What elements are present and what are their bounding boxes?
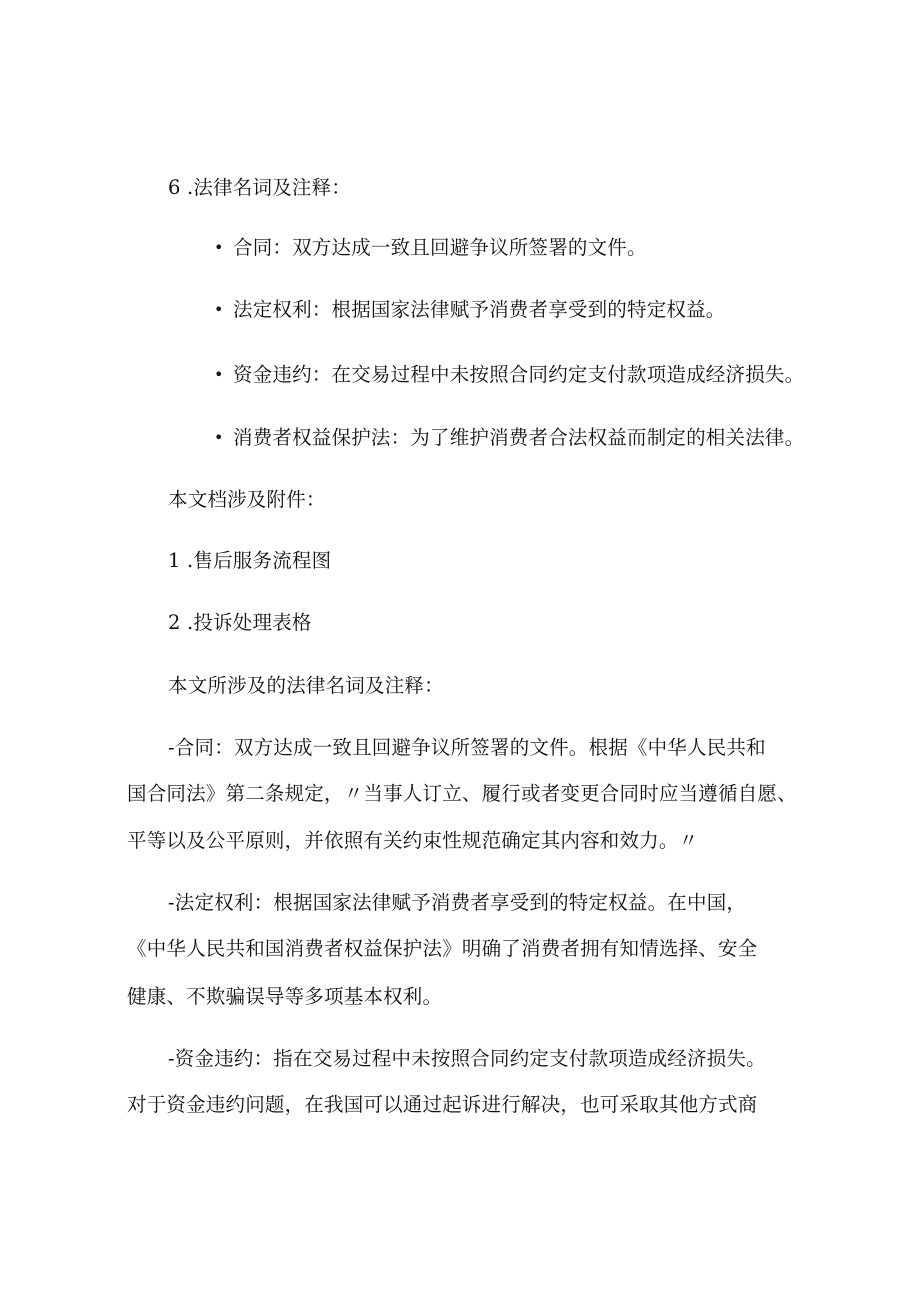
section-6-heading: 6 .法律名词及注释： — [168, 176, 352, 199]
bullet-text-contract: 合同：双方达成一致且回避争议所签署的文件。 — [233, 236, 647, 259]
paragraph-line: 健康、不欺骗误导等多项基本权利。 — [127, 985, 443, 1008]
bullet-symbol: • — [214, 300, 224, 319]
bullet-text-fund-default: 资金违约：在交易过程中未按照合同约定支付款项造成经济损失。 — [233, 363, 805, 386]
attachments-heading: 本文档涉及附件： — [168, 488, 326, 511]
paragraph-line: 《中华人民共和国消费者权益保护法》明确了消费者拥有知情选择、安全 — [127, 937, 758, 960]
paragraph-line: 国合同法》第二条规定，〃当事人订立、履行或者变更合同时应当遵循自愿、 — [127, 782, 797, 805]
attachment-item-complaint-form: 2 .投诉处理表格 — [168, 611, 312, 634]
bullet-symbol: • — [214, 365, 224, 384]
glossary-heading: 本文所涉及的法律名词及注释： — [168, 674, 444, 697]
paragraph-line: -资金违约：指在交易过程中未按照合同约定支付款项造成经济损失。 — [168, 1047, 766, 1070]
bullet-symbol: • — [214, 428, 224, 447]
bullet-text-consumer-law: 消费者权益保护法：为了维护消费者合法权益而制定的相关法律。 — [233, 426, 805, 449]
paragraph-line: 平等以及公平原则，并依照有关约束性规范确定其内容和效力。〃 — [127, 829, 699, 852]
paragraph-line: 对于资金违约问题，在我国可以通过起诉进行解决，也可采取其他方式商 — [127, 1093, 758, 1116]
paragraph-line: -法定权利：根据国家法律赋予消费者享受到的特定权益。在中国， — [168, 891, 747, 914]
attachment-item-flowchart: 1 .售后服务流程图 — [168, 549, 332, 572]
bullet-text-legal-rights: 法定权利：根据国家法律赋予消费者享受到的特定权益。 — [233, 298, 726, 321]
paragraph-line: -合同：双方达成一致且回避争议所签署的文件。根据《中华人民共和 — [168, 736, 766, 759]
bullet-symbol: • — [214, 238, 224, 257]
